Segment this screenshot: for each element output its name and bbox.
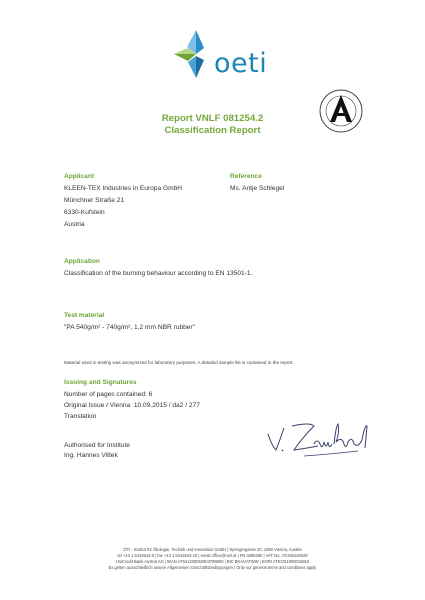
report-title: Report VNLF 081254.2: [161, 113, 264, 124]
footer-company: ÖTI - Institut für Ökologie, Technik und Innovation GmbH | Spengergasse 20, 1050 Vienna, Austria: [123, 547, 302, 552]
pages-contained: Number of pages contained: 6: [64, 391, 153, 398]
applicant-street: Münchner Straße 21: [64, 197, 125, 204]
handwritten-signature: [262, 420, 372, 460]
application-text: Classification of the burning behaviour according to EN 13501-1.: [64, 270, 253, 277]
reference-name: Ms. Antje Schlegel: [230, 185, 285, 192]
applicant-name: KLEEN-TEX Industries in Europa GmbH: [64, 185, 183, 192]
test-material-text: "PA 540g/m² - 740g/m², 1,2 mm NBR rubber": [64, 324, 195, 331]
anonymization-note: Material used in testing was anonymized for laboratory purposes. A detailed sample list is contained in the report.: [64, 360, 294, 365]
application-heading: Application: [64, 258, 100, 265]
applicant-city: 6330-Kufstein: [64, 209, 105, 216]
footer-terms: Es gelten ausschließlich unsere Allgemeinen Geschäftsbedingungen | Only our general terms and conditions apply: [108, 565, 317, 570]
authorised-label: Authorised for Institute: [64, 442, 130, 449]
applicant-country: Austria: [64, 221, 85, 228]
reference-heading: Reference: [230, 173, 262, 180]
applicant-heading: Applicant: [64, 173, 95, 180]
original-issue: Original Issue / Vienna 10.09.2015 / da2 / 277: [64, 402, 200, 409]
authorised-person: Ing. Hannes Vittek: [64, 452, 118, 459]
logo-text: oeti: [214, 48, 268, 79]
translation-label: Translation: [64, 413, 97, 420]
report-subtitle: Classification Report: [164, 125, 261, 136]
footer-contact: tel +43 1 5442543-0 | fax +43 1 5442543-10 | email office@oeti.at | FN 328826b | VAT No. ATU65149029: [117, 553, 308, 558]
test-material-heading: Test material: [64, 312, 105, 319]
footer-bank: UniCredit Bank Austria AG | IBAN AT941200052903799800 | BIC BKAUATWW | EORI ATEOS1000015915: [115, 559, 310, 564]
issuing-heading: Issuing and Signatures: [64, 379, 137, 386]
